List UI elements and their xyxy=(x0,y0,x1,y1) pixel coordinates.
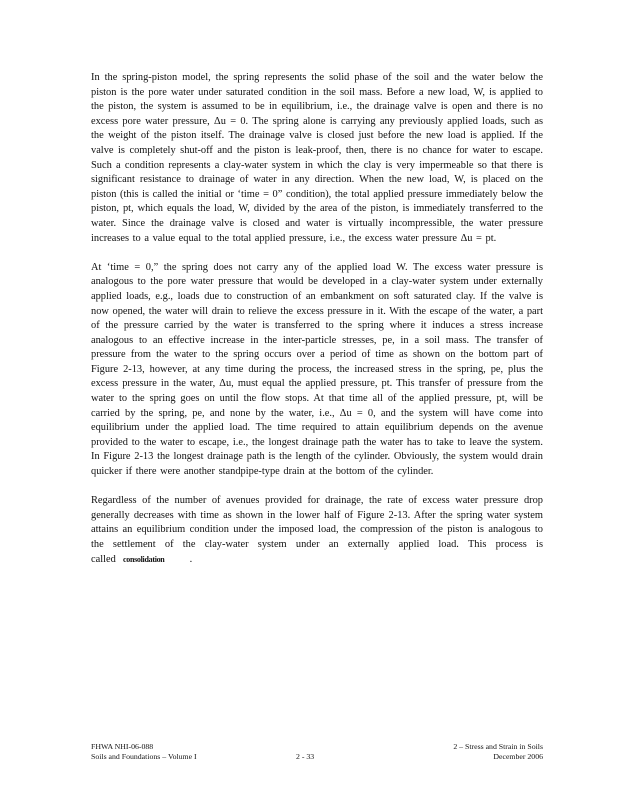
paragraph-drainage-rate xyxy=(91,494,543,567)
footer-date: December 2006 xyxy=(493,752,543,761)
paragraph-end-period: . xyxy=(189,553,193,565)
paragraph-spring-piston-model: In the spring-piston model, the spring represents the solid phase of the soil and the water below the piston is the pore water under saturated condition in the soil mass. Before a new load, W, is applied to the piston, the system is assumed to be in equilibrium, i.e., the drainage valve is open and there is no excess pore water pressure, Δu = 0. The spring alone is carrying any previously applied loads, such as the weight of the piston itself. The drainage valve is closed just before the new load is applied. If the valve is completely shut-off and the piston is leak-proof, then, there is no chance for water to escape. Such a condition represents a clay-water system in which the clay is very impermeable so that there is significant resistance to drainage of water in any direction. When the new load, W, is placed on the piston (this is called the initial or ‘time = 0” condition), the total applied pressure immediately below the piston, pt, which equals the load, W, divided by the area of the piston, is immediately transferred to the water. Since the drainage valve is closed and water is virtually incompressible, the water pressure increases to a value equal to the total applied pressure, i.e., the excess water pressure Δu = pt. xyxy=(91,72,543,244)
paragraph-time-zero: At ‘time = 0,” the spring does not carry any of the applied load W. The excess water pressure is analogous to the pore water pressure that would be developed in a clay-water system under externally applied loads, e.g., loads due to construction of an embankment on soft saturated clay. If the valve is now opened, the water will drain to relieve the excess pressure in it. With the escape of the water, a part of the pressure carried by the water is transferred to the spring where it induces a stress increase analogous to an effective increase in the inter-particle stresses, pe, in a soil mass. The transfer of pressure from the water to the spring occurs over a period of time as shown on the bottom part of Figure 2-13, however, at any time during the process, the increased stress in the spring, pe, plus the excess pressure in the water, Δu, must equal the applied pressure, pt. This transfer of pressure from the water to the spring goes on until the flow stops. At that time all of the applied pressure, pt, will be carried by the spring, pe, and none by the water, i.e., Δu = 0, and the system will have come into equilibrium under the applied load. The time required to attain equilibrium depends on the avenue provided to the water to escape, i.e., the longest drainage path the water has to take to leave the system. In Figure 2-13 the longest drainage path is the length of the cylinder. Obviously, the system would drain quicker if there were another standpipe-type drain at the bottom of the cylinder. xyxy=(91,261,543,478)
body-text xyxy=(91,71,543,582)
consolidation-term: consolidation xyxy=(123,554,165,564)
paragraph-drainage-rate-text: Regardless of the number of avenues provided for drainage, the rate of excess water pressure drop generally decreases with time as shown in the lower half of Figure 2-13. After the spring water system attains an equilibrium condition under the imposed load, the compression of the piston is analogous to the settlement of the clay-water system under an externally applied load. This process is called xyxy=(91,495,543,565)
footer-publication-id: FHWA NHI-06-088 xyxy=(91,742,154,751)
page-footer xyxy=(91,742,543,762)
footer-chapter-title: 2 – Stress and Strain in Soils xyxy=(453,742,543,751)
footer-page-number: 2 - 33 xyxy=(296,752,315,761)
footer-volume-title: Soils and Foundations – Volume I xyxy=(91,752,197,761)
